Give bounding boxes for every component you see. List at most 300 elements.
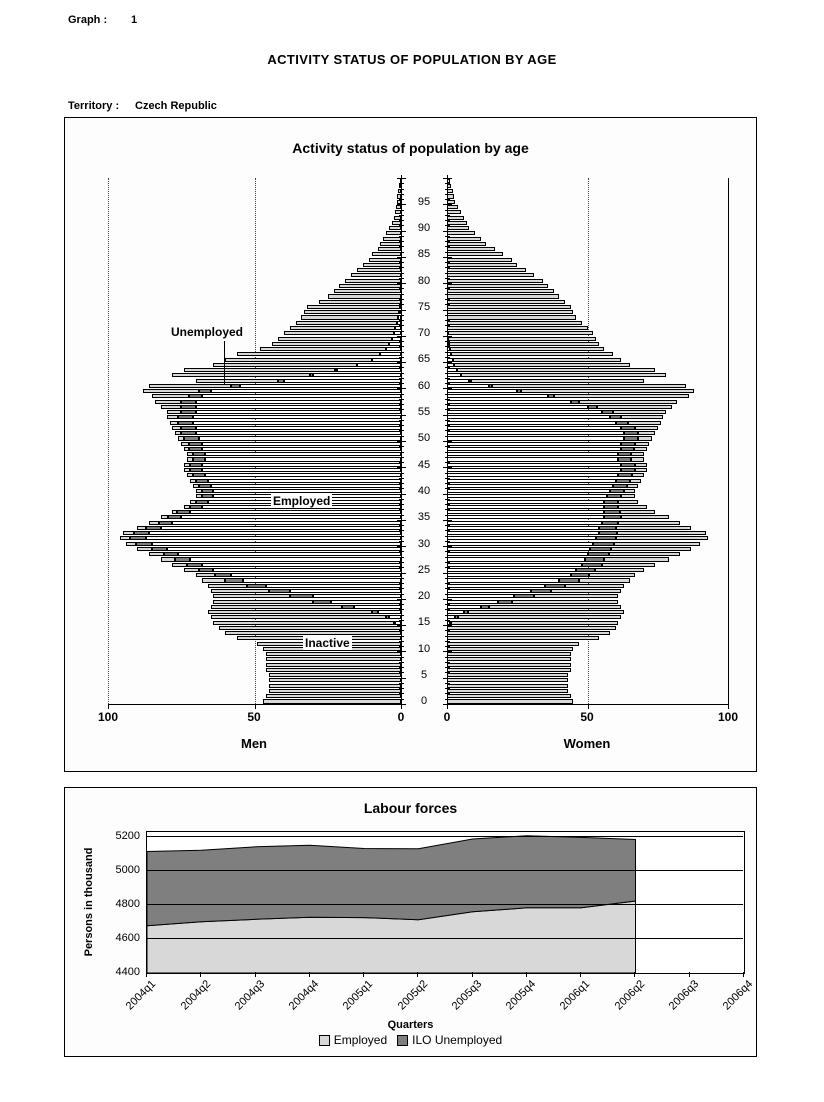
bar-segment [447, 315, 576, 319]
bar-segment [447, 652, 571, 656]
bar-segment [269, 689, 401, 693]
bar-segment [187, 473, 193, 477]
bar-segment [447, 216, 464, 220]
bar-segment [155, 400, 181, 404]
bar-segment [447, 237, 481, 241]
bar-segment [231, 573, 401, 577]
x-tick-label: 2005q3 [449, 978, 485, 1013]
bar-segment [225, 578, 243, 582]
bar-segment [152, 547, 167, 551]
bar-segment [389, 615, 401, 619]
pyramid-plot [65, 118, 756, 771]
bar-segment [593, 542, 614, 546]
bar-segment [447, 200, 455, 204]
bar-segment [219, 626, 401, 630]
bar-segment [196, 479, 208, 483]
bar-segment [146, 536, 401, 540]
women-axis-tick-100: 100 [717, 710, 739, 724]
bar-segment [178, 552, 401, 556]
bar-segment [397, 321, 401, 325]
bar-segment [184, 568, 199, 572]
age-label: 80 [417, 274, 431, 287]
bar-segment [380, 352, 401, 356]
inactive-annotation: Inactive [305, 636, 350, 650]
bar-segment [447, 300, 565, 304]
bar-segment [447, 515, 604, 519]
bar-segment [193, 415, 401, 419]
bar-segment [184, 505, 190, 509]
bar-segment [447, 689, 568, 693]
x-axis-tick [588, 704, 589, 709]
bar-segment [290, 589, 401, 593]
bar-segment [202, 563, 401, 567]
bar-segment [447, 531, 599, 535]
bar-segment [211, 389, 401, 393]
x-tick-label: 2004q4 [286, 978, 322, 1013]
bar-segment [247, 584, 266, 588]
x-axis-tick [447, 704, 448, 709]
bar-segment [449, 342, 598, 346]
bar-segment [189, 394, 202, 398]
bar-segment [184, 447, 188, 451]
bar-segment [611, 547, 691, 551]
bar-segment [447, 205, 458, 209]
bar-segment [152, 542, 401, 546]
bar-segment [624, 489, 635, 493]
men-axis-tick-50: 50 [247, 710, 261, 724]
bar-segment [447, 573, 571, 577]
bar-segment [372, 252, 401, 256]
legend-employed-label: Employed [333, 1033, 388, 1047]
bar-segment [616, 421, 629, 425]
bar-segment [447, 226, 469, 230]
bar-segment [372, 358, 401, 362]
bar-segment [301, 315, 398, 319]
bar-segment [447, 268, 526, 272]
bar-segment [213, 489, 401, 493]
bar-segment [266, 584, 401, 588]
bar-segment [447, 505, 604, 509]
bar-segment [621, 415, 663, 419]
bar-segment [272, 342, 389, 346]
bar-segment [269, 589, 290, 593]
bar-segment [331, 600, 401, 604]
bar-segment [447, 678, 568, 682]
bar-segment [213, 363, 357, 367]
bar-segment [266, 657, 401, 661]
ilo-unemployed-swatch-icon [397, 1035, 408, 1046]
bar-segment [447, 584, 545, 588]
bar-segment [447, 294, 559, 298]
bar-segment [607, 494, 621, 498]
bar-segment [237, 352, 381, 356]
bar-segment [489, 605, 621, 609]
bar-segment [447, 431, 624, 435]
bar-segment [181, 515, 401, 519]
bar-segment [205, 452, 401, 456]
bar-segment [213, 621, 393, 625]
bar-segment [380, 242, 401, 246]
bar-segment [447, 373, 461, 377]
bar-segment [447, 615, 455, 619]
age-label: 20 [417, 590, 431, 603]
bar-segment [621, 426, 635, 430]
bar-segment [582, 563, 602, 567]
bar-segment [447, 468, 621, 472]
age-label: 35 [417, 511, 431, 524]
bar-segment [447, 363, 454, 367]
bar-segment [120, 536, 130, 540]
bar-segment [589, 573, 635, 577]
bar-segment [447, 184, 451, 188]
graph-number: 1 [131, 14, 138, 26]
bar-segment [635, 426, 657, 430]
bar-segment [149, 552, 164, 556]
bar-segment [193, 473, 205, 477]
bar-segment [447, 673, 568, 677]
bar-segment [531, 589, 551, 593]
bar-segment [196, 573, 215, 577]
y-tick-label: 4800 [115, 898, 140, 911]
bar-segment [448, 337, 596, 341]
bar-segment [149, 521, 159, 525]
bar-segment [172, 521, 401, 525]
bar-segment [196, 431, 401, 435]
bar-segment [187, 452, 193, 456]
age-label: 50 [417, 432, 431, 445]
bar-segment [628, 421, 660, 425]
bar-segment [618, 473, 632, 477]
bar-segment [613, 410, 666, 414]
bar-segment [447, 668, 571, 672]
bar-segment [345, 279, 401, 283]
bar-segment [588, 552, 609, 556]
men-axis-tick-100: 100 [97, 710, 119, 724]
bar-segment [175, 431, 181, 435]
bar-segment [447, 379, 469, 383]
bar-segment [395, 210, 401, 214]
bar-segment [211, 605, 343, 609]
bar-segment [447, 589, 531, 593]
bar-segment [447, 494, 607, 498]
bar-segment [328, 294, 401, 298]
bar-segment [383, 237, 401, 241]
bar-segment [181, 400, 196, 404]
bar-segment [618, 500, 638, 504]
bar-segment [134, 531, 149, 535]
x-tick-label: 2005q1 [341, 978, 376, 1013]
bar-segment [447, 242, 486, 246]
bar-segment [269, 684, 401, 688]
bar-segment [624, 436, 638, 440]
bar-segment [447, 247, 495, 251]
bar-segment [178, 421, 193, 425]
bar-segment [447, 631, 610, 635]
pyramid-chart [64, 117, 757, 772]
bar-segment [193, 452, 205, 456]
x-axis-tick [255, 704, 256, 709]
bar-segment [447, 263, 517, 267]
bar-segment [447, 457, 618, 461]
bar-segment [447, 521, 602, 525]
bar-segment [447, 694, 571, 698]
bar-segment [631, 457, 644, 461]
bar-segment [137, 547, 152, 551]
bar-segment [181, 426, 196, 430]
bar-segment [635, 468, 646, 472]
bar-segment [184, 463, 190, 467]
bar-segment [196, 400, 401, 404]
graph-label: Graph : [68, 14, 108, 26]
territory-value: Czech Republic [135, 100, 217, 112]
x-tick-label: 2006q2 [612, 978, 647, 1013]
bar-segment [213, 568, 401, 572]
labour-title: Labour forces [363, 800, 458, 816]
bar-segment [181, 405, 196, 409]
bar-segment [335, 368, 337, 372]
labour-area-chart [147, 832, 744, 973]
x-tick-label: 2005q2 [395, 978, 430, 1013]
bar-segment [602, 521, 619, 525]
bar-segment [621, 494, 635, 498]
bar-segment [190, 505, 202, 509]
bar-segment [152, 394, 189, 398]
bar-segment [167, 410, 182, 414]
women-axis-tick-50: 50 [580, 710, 594, 724]
bar-segment [351, 273, 401, 277]
bar-segment [451, 621, 619, 625]
bar-segment [447, 563, 582, 567]
bar-segment [263, 699, 401, 703]
bar-segment [392, 221, 401, 225]
bar-segment [143, 389, 199, 393]
bar-segment [123, 531, 135, 535]
bar-segment [447, 279, 543, 283]
bar-segment [450, 347, 605, 351]
bar-segment [471, 379, 644, 383]
bar-segment [202, 468, 401, 472]
bar-segment [170, 421, 179, 425]
bar-segment [604, 557, 669, 561]
bar-segment [269, 673, 401, 677]
bar-segment [447, 489, 610, 493]
bar-segment [208, 610, 372, 614]
bar-segment [447, 542, 593, 546]
bar-segment [576, 568, 594, 572]
bar-segment [448, 331, 593, 335]
bar-segment [447, 210, 461, 214]
y-tick-label: 5200 [115, 830, 140, 843]
bar-segment [617, 531, 706, 535]
bar-segment [588, 405, 598, 409]
bar-segment [447, 436, 624, 440]
bar-segment [202, 463, 401, 467]
bar-segment [621, 463, 635, 467]
women-axis-title: Women [563, 736, 611, 751]
bar-segment [447, 600, 498, 604]
bar-segment [202, 447, 401, 451]
bar-segment [202, 442, 401, 446]
bar-segment [190, 468, 202, 472]
bar-segment [363, 263, 401, 267]
bar-segment [205, 473, 401, 477]
bar-segment [447, 473, 618, 477]
bar-segment [554, 394, 689, 398]
bar-segment [369, 258, 401, 262]
bar-segment [269, 678, 401, 682]
bar-segment [621, 468, 635, 472]
bar-segment [168, 515, 181, 519]
bar-segment [638, 431, 655, 435]
bar-segment [196, 426, 401, 430]
bar-segment [211, 484, 401, 488]
bar-segment [447, 442, 621, 446]
bar-segment [447, 410, 602, 414]
bar-segment [190, 500, 196, 504]
bar-segment [136, 542, 152, 546]
bar-segment [559, 578, 579, 582]
x-tick-label: 2004q3 [232, 978, 268, 1013]
bar-segment [399, 184, 401, 188]
bar-segment [313, 600, 331, 604]
x-tick-label: 2006q4 [721, 978, 756, 1013]
bar-segment [447, 594, 514, 598]
bar-segment [447, 426, 621, 430]
bar-segment [621, 447, 634, 451]
bar-segment [634, 447, 647, 451]
page-title: ACTIVITY STATUS OF POPULATION BY AGE [267, 52, 557, 67]
bar-segment [447, 273, 534, 277]
bar-segment [190, 479, 196, 483]
bar-segment [386, 347, 401, 351]
bar-segment [616, 536, 709, 540]
bar-segment [521, 389, 694, 393]
bar-segment [395, 621, 401, 625]
bar-segment [149, 384, 231, 388]
bar-segment [225, 631, 401, 635]
bar-segment [196, 494, 202, 498]
bar-segment [447, 552, 588, 556]
unemployed-annotation: Unemployed [171, 325, 244, 339]
bar-segment [454, 363, 630, 367]
bar-segment [618, 452, 631, 456]
bar-segment [481, 605, 489, 609]
bar-segment [599, 526, 616, 530]
bar-segment [400, 179, 402, 183]
bar-segment [181, 410, 196, 414]
bar-segment [447, 610, 464, 614]
bar-segment [196, 489, 202, 493]
bar-segment [196, 405, 401, 409]
bar-segment [447, 452, 618, 456]
bar-segment [190, 557, 401, 561]
bar-segment [447, 321, 582, 325]
labour-y-axis-title: Persons in thousand [83, 847, 95, 957]
bar-segment [397, 200, 401, 204]
bar-segment [627, 484, 638, 488]
bar-segment [599, 531, 617, 535]
bar-segment [354, 605, 401, 609]
age-label: 15 [417, 616, 431, 629]
bar-segment [137, 526, 146, 530]
bar-segment [175, 557, 190, 561]
bar-segment [231, 384, 240, 388]
unemployed-pointer-line [224, 341, 225, 385]
bar-segment [266, 663, 401, 667]
bar-segment [199, 436, 401, 440]
x-tick-label: 2006q3 [666, 978, 702, 1013]
y-tick-label: 4600 [115, 932, 140, 945]
bar-segment [172, 510, 176, 514]
age-label: 70 [417, 327, 431, 340]
bar-segment [378, 247, 401, 251]
bar-segment [624, 431, 638, 435]
bar-segment [181, 442, 188, 446]
bar-segment [461, 373, 666, 377]
bar-segment [211, 615, 387, 619]
bar-segment [616, 526, 692, 530]
bar-segment [596, 536, 616, 540]
bar-segment [307, 305, 399, 309]
bar-segment [161, 557, 176, 561]
bar-segment [266, 694, 401, 698]
bar-segment [571, 400, 579, 404]
bar-segment [447, 305, 571, 309]
bar-segment [447, 179, 450, 183]
bar-segment [187, 457, 193, 461]
bar-segment [447, 221, 467, 225]
bar-segment [579, 578, 630, 582]
bar-segment [278, 379, 284, 383]
men-axis-tick-0: 0 [397, 710, 405, 724]
bar-segment [447, 699, 573, 703]
bar-segment [181, 431, 196, 435]
bar-segment [296, 321, 397, 325]
bar-segment [394, 621, 396, 625]
bar-segment [447, 194, 454, 198]
bar-segment [632, 473, 643, 477]
bar-segment [638, 436, 652, 440]
age-label: 55 [417, 406, 431, 419]
bar-segment [447, 636, 599, 640]
x-axis-tick [401, 704, 402, 709]
age-label: 30 [417, 537, 431, 550]
bar-segment [394, 331, 401, 335]
bar-segment [240, 384, 401, 388]
bar-segment [468, 610, 624, 614]
bar-segment [512, 600, 619, 604]
bar-segment [193, 421, 401, 425]
bar-segment [447, 389, 517, 393]
bar-segment [447, 189, 453, 193]
bar-segment [447, 400, 571, 404]
bar-segment [447, 605, 481, 609]
bar-segment [278, 337, 392, 341]
bar-segment [196, 379, 278, 383]
bar-segment [602, 410, 613, 414]
bar-segment [284, 379, 401, 383]
bar-segment [447, 536, 596, 540]
bar-segment [177, 510, 190, 514]
bar-segment [551, 589, 621, 593]
bar-segment [395, 326, 401, 330]
x-tick-label: 2004q2 [178, 978, 213, 1013]
men-axis-title: Men [241, 736, 267, 751]
bar-segment [447, 557, 585, 561]
bar-segment [337, 368, 401, 372]
bar-segment [534, 594, 618, 598]
bar-segment [396, 205, 401, 209]
